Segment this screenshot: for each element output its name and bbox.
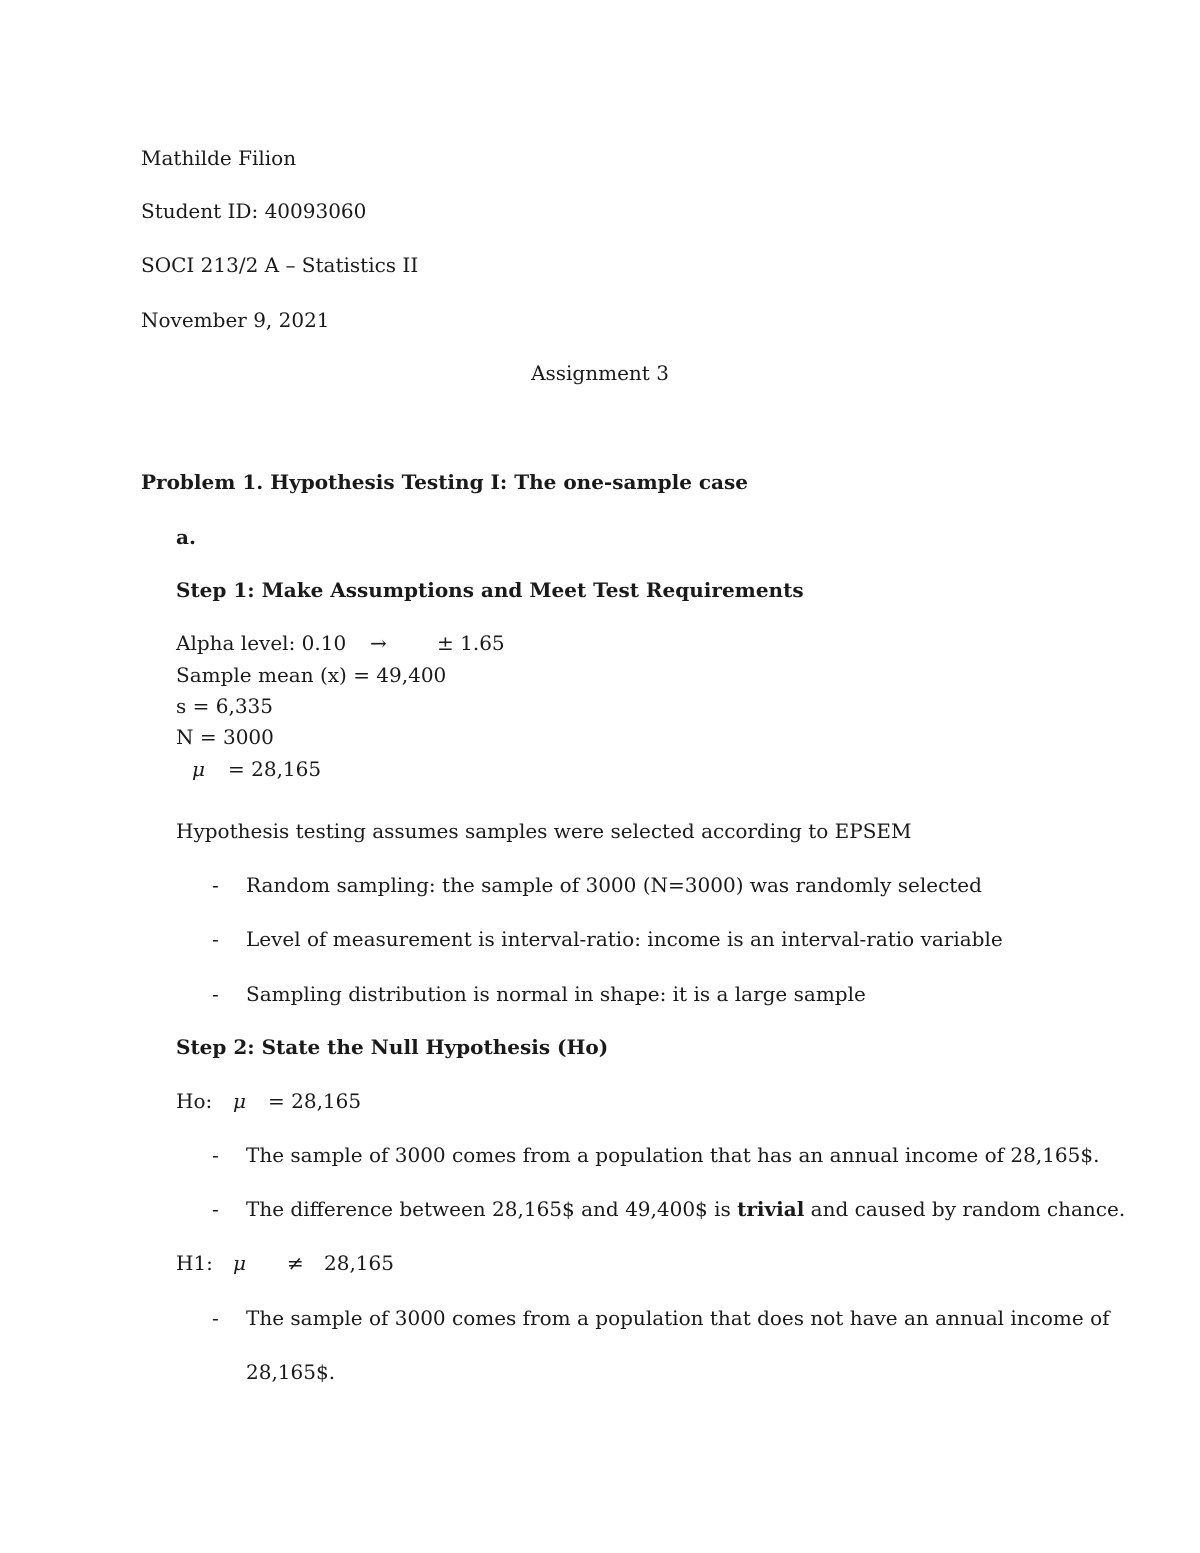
student-id: Student ID: 40093060 <box>141 199 367 223</box>
problem-heading: Problem 1. Hypothesis Testing I: The one-sample case <box>141 470 749 494</box>
document-title: Assignment 3 <box>531 361 669 385</box>
ho-value: = 28,165 <box>268 1089 362 1113</box>
course-name: SOCI 213/2 A – Statistics II <box>141 253 419 277</box>
assumption-random-sampling: Random sampling: the sample of 3000 (N=3000) was randomly selected <box>246 873 982 897</box>
h1-value: 28,165 <box>324 1251 394 1275</box>
step2-heading: Step 2: State the Null Hypothesis (Ho) <box>176 1035 609 1059</box>
bullet-marker: - <box>212 1197 219 1221</box>
author-name: Mathilde Filion <box>141 146 297 170</box>
assumption-normal-distribution: Sampling distribution is normal in shape: it is a large sample <box>246 982 866 1006</box>
sample-mean: Sample mean (x) = 49,400 <box>176 663 447 687</box>
step1-heading: Step 1: Make Assumptions and Meet Test Requirements <box>176 578 804 602</box>
sample-size: N = 3000 <box>176 725 274 749</box>
ho-explanation-2-pre: The difference between 28,165$ and 49,400$ is <box>246 1197 738 1221</box>
h1-explanation-line2: 28,165$. <box>246 1360 336 1384</box>
alpha-level: Alpha level: 0.10 <box>176 631 347 655</box>
h1-neq-symbol: ≠ <box>287 1251 304 1275</box>
bullet-marker: - <box>212 982 219 1006</box>
critical-value: ± 1.65 <box>437 631 505 655</box>
part-label: a. <box>176 525 196 549</box>
bullet-marker: - <box>212 873 219 897</box>
bullet-marker: - <box>212 1143 219 1167</box>
epsem-intro: Hypothesis testing assumes samples were selected according to EPSEM <box>176 819 912 843</box>
h1-label: H1: <box>176 1251 213 1275</box>
h1-mu-symbol: μ <box>233 1251 246 1275</box>
ho-explanation-2 <box>246 1197 1125 1221</box>
arrow-symbol: → <box>370 631 387 655</box>
ho-explanation-1: The sample of 3000 comes from a population that has an annual income of 28,165$. <box>246 1143 1100 1167</box>
ho-explanation-2-post: and caused by random chance. <box>804 1197 1126 1221</box>
ho-label: Ho: <box>176 1089 213 1113</box>
ho-mu-symbol: μ <box>233 1089 246 1113</box>
sample-sd: s = 6,335 <box>176 694 273 718</box>
bullet-marker: - <box>212 1306 219 1330</box>
bullet-marker: - <box>212 927 219 951</box>
mu-value: = 28,165 <box>228 757 322 781</box>
assumption-measurement-level: Level of measurement is interval-ratio: income is an interval-ratio variable <box>246 927 1003 951</box>
mu-symbol: μ <box>192 757 205 781</box>
ho-explanation-2-emphasis: trivial <box>737 1197 805 1221</box>
document-date: November 9, 2021 <box>141 308 330 332</box>
h1-explanation-line1: The sample of 3000 comes from a population that does not have an annual income of <box>246 1306 1110 1330</box>
